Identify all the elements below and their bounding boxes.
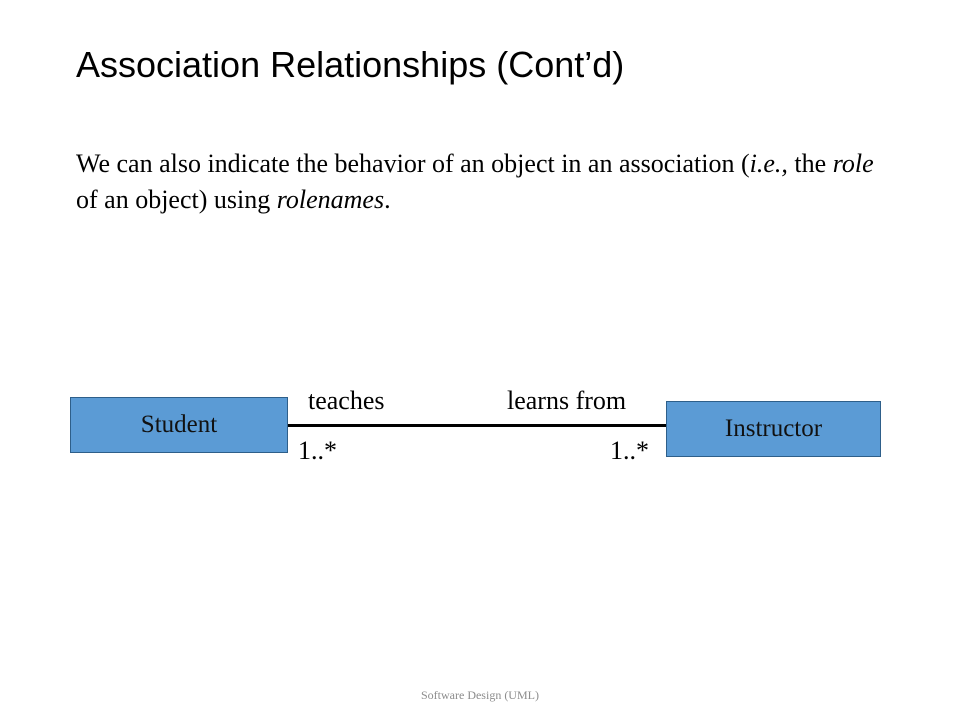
body-text-part-2: the: [787, 149, 833, 178]
multiplicity-left: 1..*: [298, 436, 337, 465]
body-text: [76, 146, 896, 218]
body-text-part-1: We can also indicate the behavior of an object in an association (: [76, 149, 750, 178]
association-line: [288, 424, 666, 427]
body-text-role: role: [832, 149, 874, 178]
rolename-teaches: teaches: [308, 386, 385, 415]
body-text-part-3: of an object) using: [76, 185, 277, 214]
class-label-student: Student: [140, 411, 218, 438]
class-box-student: [70, 397, 288, 453]
body-text-ie: i.e.,: [749, 149, 788, 178]
body-text-part-4: .: [384, 185, 391, 214]
body-text-rolenames: rolenames: [276, 185, 385, 214]
multiplicity-right: 1..*: [610, 436, 649, 465]
class-label-instructor: Instructor: [724, 415, 823, 442]
slide-footer: Software Design (UML): [421, 688, 539, 702]
slide-title: Association Relationships (Cont’d): [76, 44, 625, 85]
rolename-learns-from: learns from: [507, 386, 627, 415]
class-box-instructor: [666, 401, 881, 457]
